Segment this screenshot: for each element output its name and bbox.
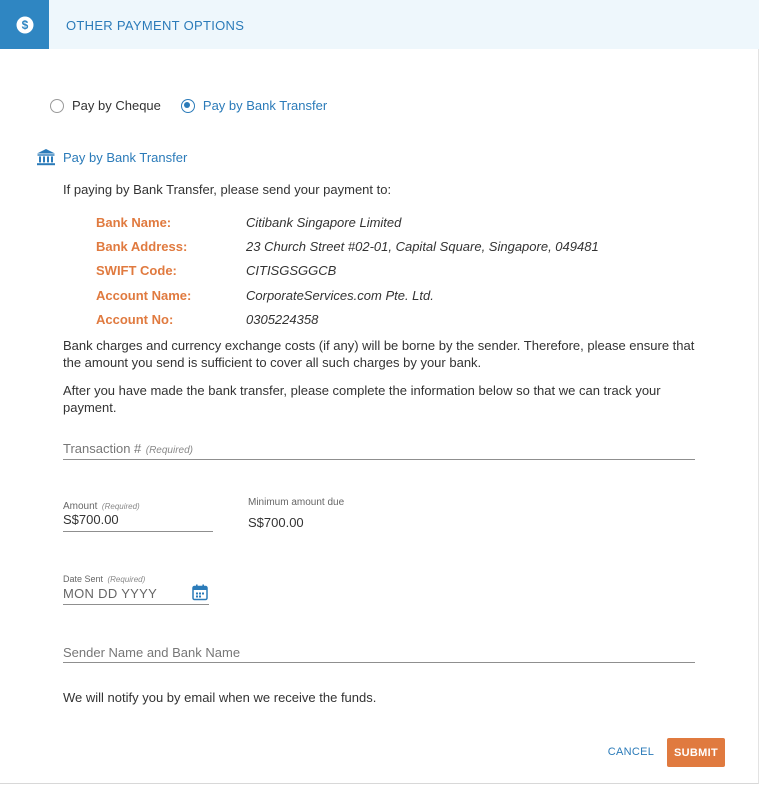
- charges-note: Bank charges and currency exchange costs (if any) will be borne by the sender. Therefore, please ensure that the amount you send is sufficient to cover all such charges by your bank.: [63, 338, 695, 370]
- radio-pay-by-bank-transfer[interactable]: [181, 98, 327, 113]
- bank-name-value: Citibank Singapore Limited: [246, 214, 402, 230]
- intro-text: If paying by Bank Transfer, please send your payment to:: [63, 182, 392, 197]
- account-name-value: CorporateServices.com Pte. Ltd.: [246, 287, 434, 303]
- date-required-hint: (Required): [107, 575, 146, 584]
- bank-detail-row: [96, 234, 599, 258]
- svg-text:$: $: [21, 17, 28, 32]
- transaction-input[interactable]: [63, 440, 695, 460]
- section-heading: [37, 149, 187, 166]
- transaction-required-hint: (Required): [145, 445, 193, 456]
- bank-address-value: 23 Church Street #02-01, Capital Square, Singapore, 049481: [246, 239, 599, 255]
- sender-name-input[interactable]: [63, 644, 695, 663]
- panel-title: OTHER PAYMENT OPTIONS: [66, 18, 245, 33]
- submit-button[interactable]: SUBMIT: [667, 738, 725, 767]
- minimum-amount-label: Minimum amount due: [248, 497, 345, 508]
- bank-name-label: Bank Name:: [96, 214, 172, 230]
- radio-label-bank-transfer[interactable]: Pay by Bank Transfer: [202, 98, 328, 113]
- transaction-placeholder: Transaction #: [63, 441, 142, 456]
- bank-address-label: Bank Address:: [96, 239, 188, 255]
- swift-code-value: CITISGSGGCB: [246, 263, 337, 279]
- account-no-label: Account No:: [96, 312, 174, 328]
- bank-icon: [37, 149, 55, 166]
- swift-code-label: SWIFT Code:: [96, 263, 177, 279]
- radio-pay-by-cheque[interactable]: [50, 98, 161, 113]
- minimum-amount-value: S$700.00: [248, 515, 304, 530]
- date-sent-input[interactable]: [63, 585, 209, 605]
- dollar-circle-icon: [0, 0, 49, 49]
- amount-required-hint: (Required): [101, 502, 140, 511]
- radio-unchecked-icon[interactable]: [50, 99, 64, 113]
- bank-detail-row: [96, 210, 599, 234]
- tracking-note: After you have made the bank transfer, please complete the information below so that we can track your payment.: [63, 383, 661, 415]
- section-title: Pay by Bank Transfer: [63, 150, 188, 165]
- bank-details: [96, 210, 599, 332]
- notify-text: We will notify you by email when we receive the funds.: [63, 690, 377, 705]
- radio-checked-icon[interactable]: [181, 99, 195, 113]
- account-no-value: 0305224358: [246, 312, 319, 328]
- bank-detail-row: [96, 283, 599, 307]
- bank-detail-row: [96, 259, 599, 283]
- bank-detail-row: [96, 308, 599, 332]
- calendar-icon[interactable]: [192, 584, 208, 601]
- cancel-button[interactable]: CANCEL: [607, 746, 655, 758]
- payment-method-group: [50, 98, 327, 113]
- amount-input[interactable]: S$700.00: [63, 512, 213, 532]
- date-sent-label: Date Sent (Required): [63, 574, 146, 584]
- amount-label: Amount (Required): [63, 501, 140, 512]
- account-name-label: Account Name:: [96, 287, 192, 303]
- date-placeholder: MON DD YYYY: [63, 586, 158, 601]
- radio-label-cheque[interactable]: Pay by Cheque: [72, 98, 161, 113]
- sender-placeholder: Sender Name and Bank Name: [63, 645, 241, 660]
- panel-header: [0, 0, 759, 49]
